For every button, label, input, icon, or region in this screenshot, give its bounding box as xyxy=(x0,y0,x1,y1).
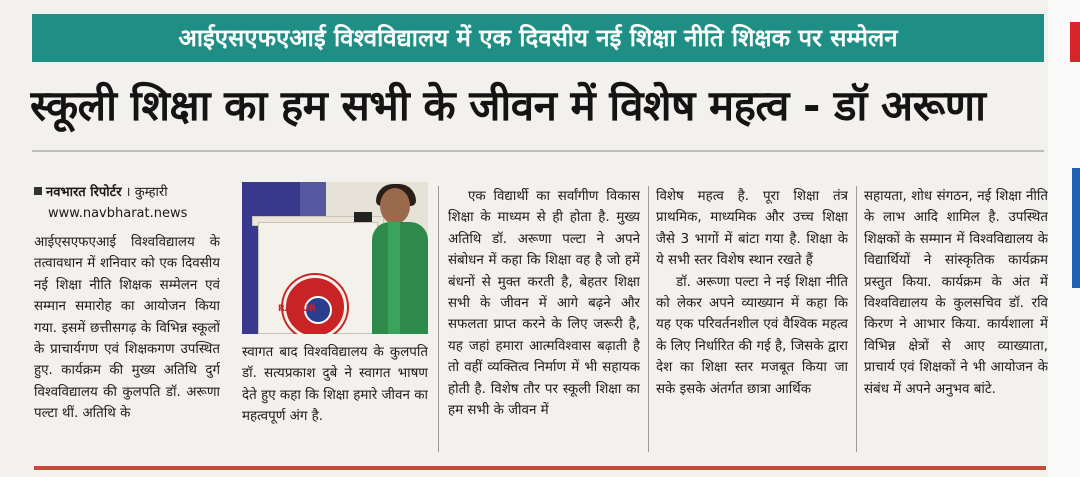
article-paragraph: डॉ. अरूणा पल्टा ने नई शिक्षा नीति को लेकर अपने व्याख्यान में कहा कि यह एक परिवर्तनशील एवं वैश्विक महत्व के लिए निर्धारित की गई है, जिसके द्वारा देश का शिक्षा स्तर मजबूत किया जा सके इसके अंतर्गत छात्रा आर्थिक xyxy=(656,274,848,397)
column-divider xyxy=(856,186,857,452)
speaker-head xyxy=(380,188,410,224)
byline-website: www.navbharat.news xyxy=(48,206,188,221)
article-paragraph: विशेष महत्व है. पूरा शिक्षा तंत्र प्राथमिक, माध्यमिक और उच्च शिक्षा जैसे 3 भागों में बांटा गया है. शिक्षा के ये सभी स्तर विशेष स्थान रखते हैं xyxy=(656,189,848,269)
article-column-4 xyxy=(656,186,848,452)
adjacent-photo-block xyxy=(1072,168,1080,288)
laptop xyxy=(354,212,372,222)
kicker-banner: आईएसएफएआई विश्वविद्यालय में एक दिवसीय नई शिक्षा नीति शिक्षक पर सम्मेलन xyxy=(32,14,1044,62)
column-divider xyxy=(438,186,439,452)
byline xyxy=(34,184,234,202)
article-column-1: आईएसएफएआई विश्वविद्यालय के तत्वावधान में शनिवार को एक दिवसीय नई शिक्षा नीति शिक्षक सम्मेलन एवं सम्मान समारोह का आयोजन किया गया. इसमें छत्तीसगढ़ के विभिन्न स्कूलों के प्राचार्यगण एवं शिक्षकगण उपस्थित हुए. कार्यक्रम की मुख्य अतिथि दुर्ग विश्वविद्यालय की कुलपति डॉ. अरूणा पल्टा थीं. अतिथि के xyxy=(34,235,220,422)
speaker-sash xyxy=(388,222,400,334)
article-paragraph: एक विद्यार्थी का सर्वांगीण विकास शिक्षा के माध्यम से ही होता है. मुख्य अतिथि डॉ. अरूणा पल्टा ने अपने संबोधन में कहा कि शिक्षा वह है जो हमें बंधनों से मुक्त करती है, बेहतर शिक्षा सभी के जीवन में आगे बढ़ने और सफलता प्राप्त करने के लिए जरूरी है, यह जहां हमारा आत्मविश्वास बढ़ाती है तो वहीं व्यक्तित्व निर्माण में भी सहायक होती है. विशेष तौर पर स्कूली शिक्षा का हम सभी के जीवन में xyxy=(448,189,640,419)
bottom-border xyxy=(34,466,1046,470)
article-column-5: सहायता, शोध संगठन, नई शिक्षा नीति के लाभ आदि शामिल है. उपस्थित शिक्षकों के सम्मान में विश्वविद्यालय के विद्यार्थियों ने सांस्कृतिक कार्यक्रम प्रस्तुत किया. कार्यक्रम के अंत में विश्वविद्यालय के कुलसचिव डॉ. रवि किरण ने आभार किया. कार्यशाला में विभिन्न क्षेत्रों से आए व्याख्याता, प्राचार्य एवं शिक्षकों ने भी आयोजन के संबंध में अपने अनुभव बांटे. xyxy=(864,189,1048,397)
article-column-3 xyxy=(448,186,640,452)
byline-location: कुम्हारी xyxy=(134,185,168,200)
emblem-city-label: RAIPUR xyxy=(278,304,317,314)
podium xyxy=(258,222,378,334)
byline-source: नवभारत रिपोर्टर xyxy=(46,185,122,200)
byline-separator: । xyxy=(125,185,131,200)
column-divider xyxy=(648,186,649,452)
headline: स्कूली शिक्षा का हम सभी के जीवन में विशेष महत्व - डॉ अरूणा xyxy=(30,81,986,130)
bullet-square-icon xyxy=(34,187,42,195)
article-column-2: स्वागत बाद विश्वविद्यालय के कुलपति डॉ. सत्यप्रकाश दुबे ने स्वागत भाषण देते हुए कहा कि शिक्षा हमारे जीवन का महत्वपूर्ण अंग है. xyxy=(242,345,428,425)
adjacent-story-strip xyxy=(1048,0,1080,477)
divider-rule xyxy=(32,150,1044,152)
speaker-body xyxy=(372,222,428,334)
adjacent-red-block xyxy=(1070,22,1080,62)
event-photo xyxy=(242,182,428,334)
